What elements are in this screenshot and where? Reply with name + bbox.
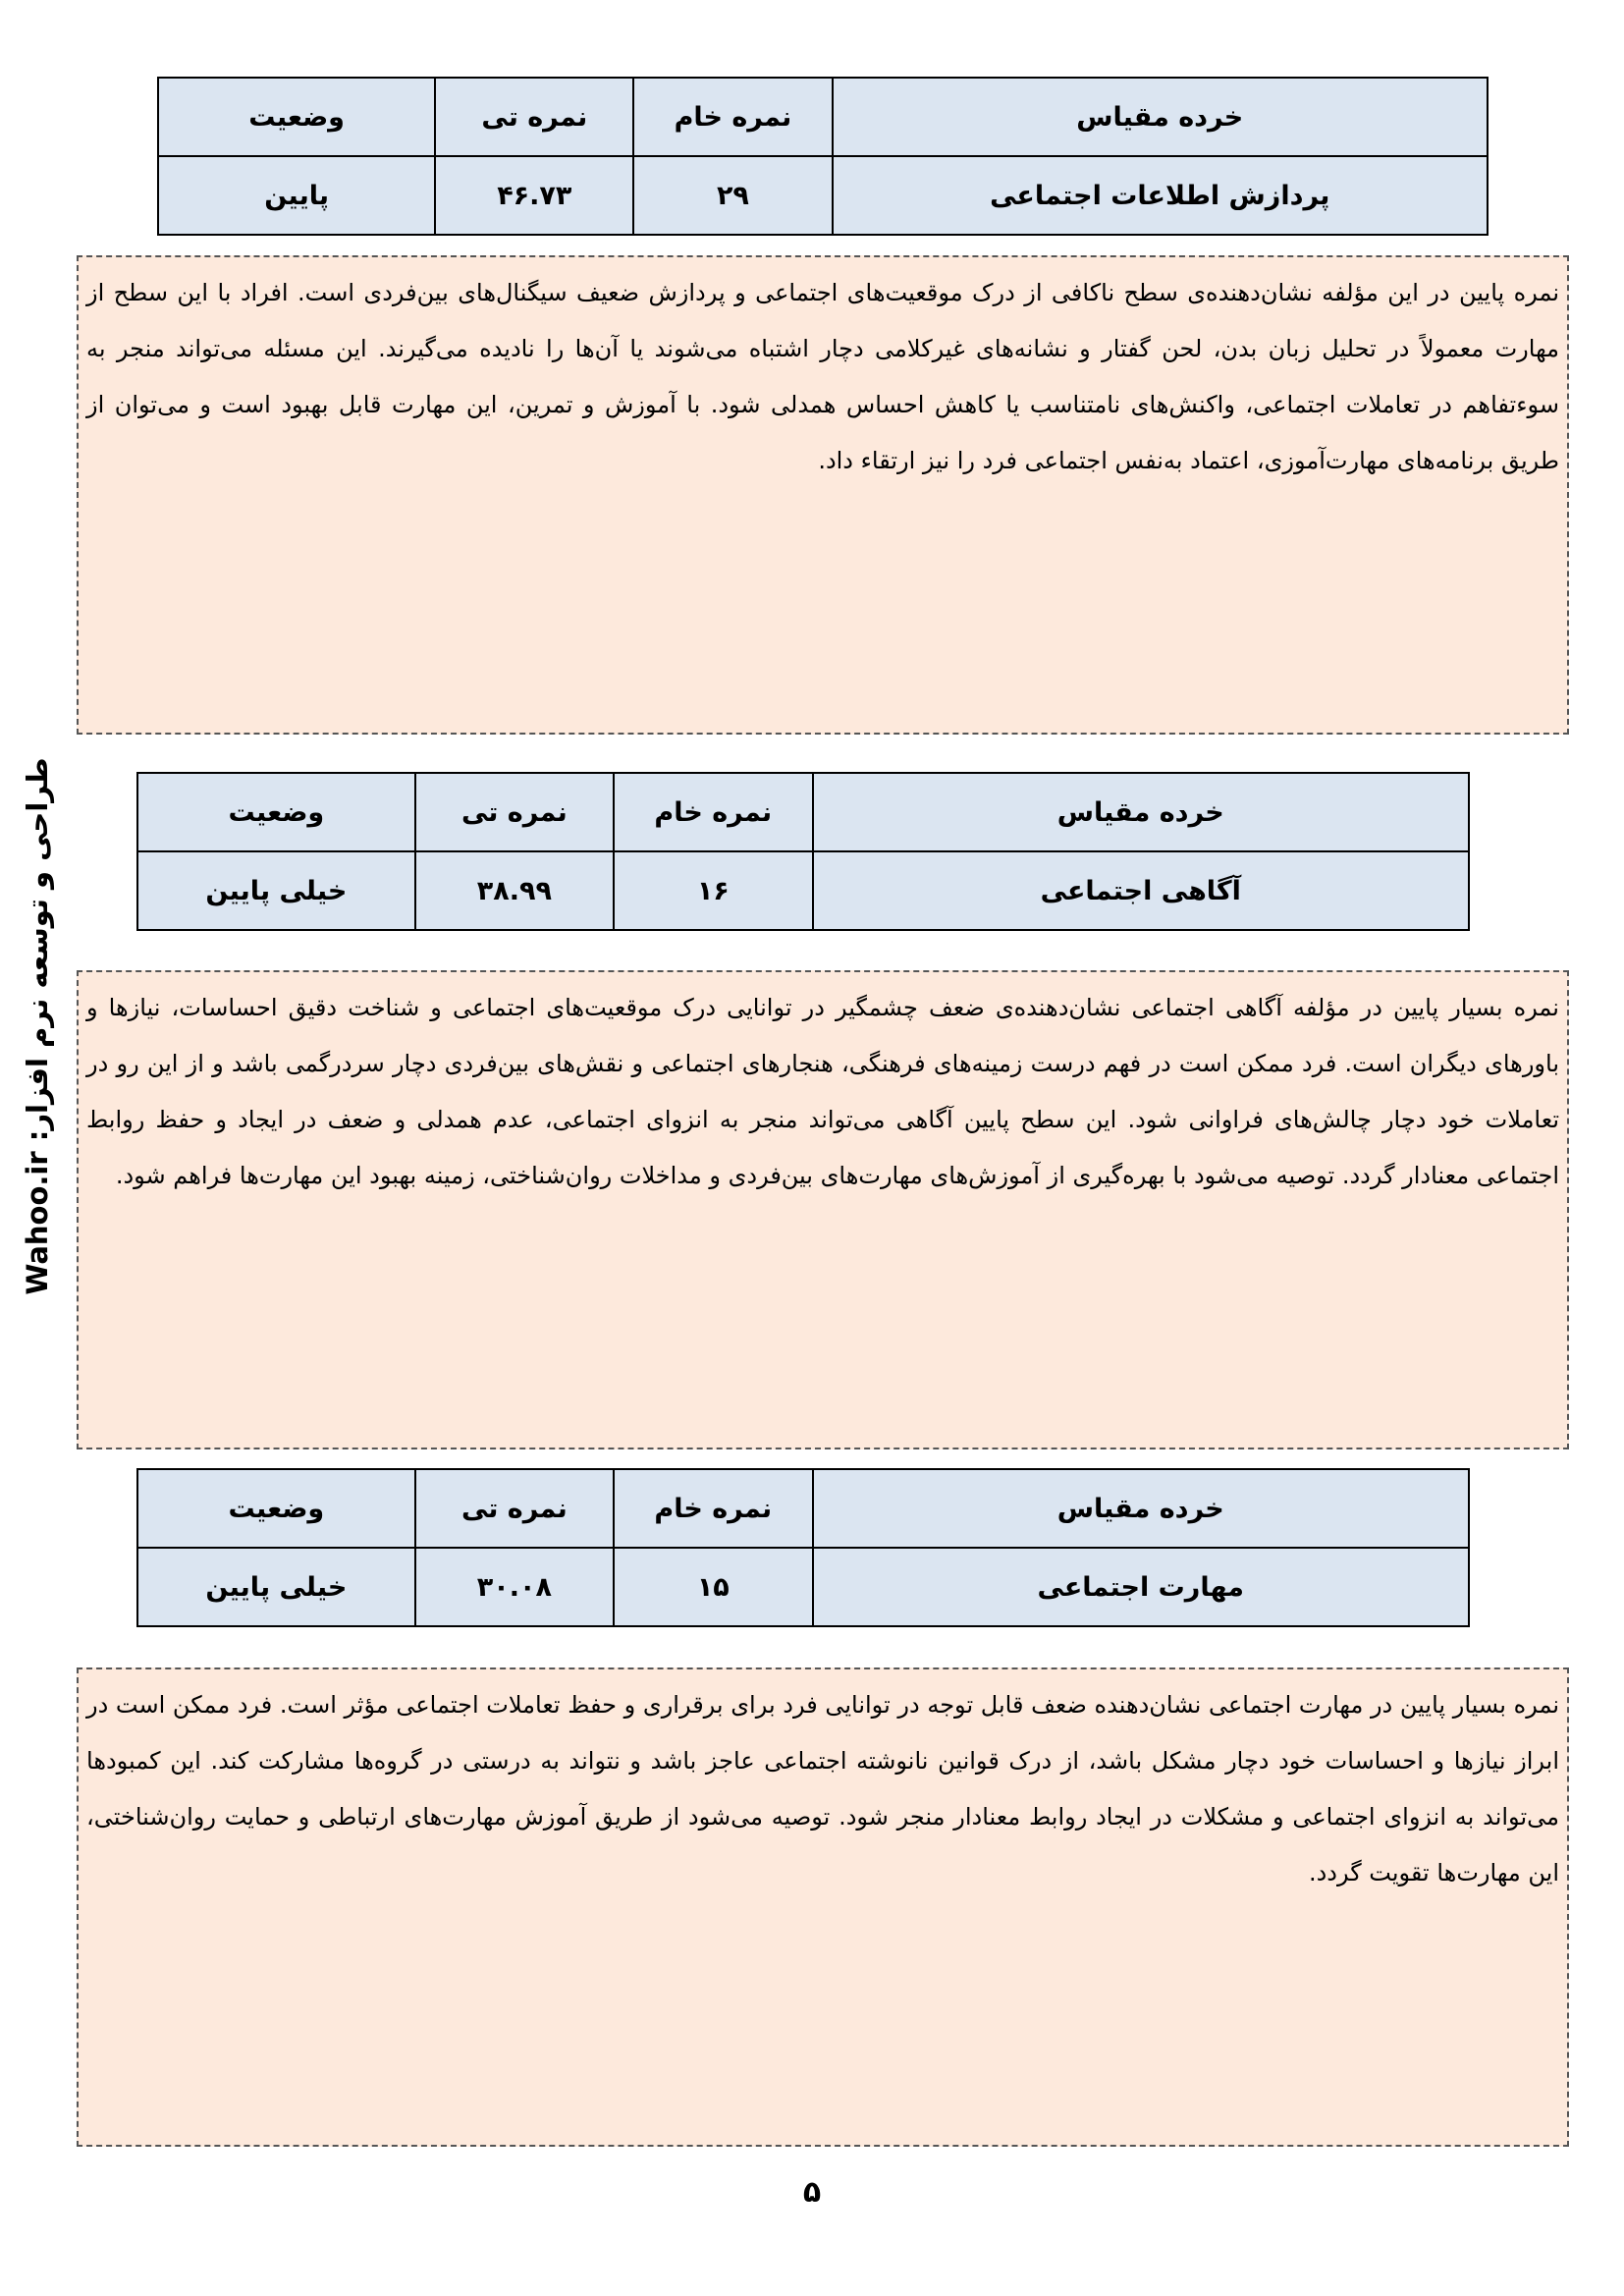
t-score-value: ۳۸.۹۹	[415, 851, 614, 930]
header-subscale: خرده مقیاس	[813, 773, 1469, 851]
status-value: پایین	[158, 156, 435, 235]
side-credit-text: طراحی و توسعه نرم افزار: Wahoo.ir	[21, 757, 54, 1295]
header-raw-score: نمره خام	[614, 773, 812, 851]
score-table-1	[157, 77, 1489, 236]
header-t-score: نمره تی	[415, 773, 614, 851]
table-header-row	[137, 773, 1469, 851]
header-status: وضعیت	[158, 78, 435, 156]
status-value: خیلی پایین	[137, 1548, 415, 1626]
raw-score-value: ۱۶	[614, 851, 812, 930]
header-subscale: خرده مقیاس	[813, 1469, 1469, 1548]
score-table-2	[136, 772, 1470, 931]
description-box-2: نمره بسیار پایین در مؤلفه آگاهی اجتماعی نشان‌دهنده‌ی ضعف چشمگیر در توانایی درک موقعیت‌های اجتماعی و شناخت دقیق احساسات، نیازها و باورهای دیگران است. فرد ممکن است در فهم درست زمینه‌های فرهنگی، هنجارهای اجتماعی و نقش‌های بین‌فردی دچار سردرگمی باشد و از این رو در تعاملات خود دچار چالش‌های فراوانی شود. این سطح پایین آگاهی می‌تواند منجر به انزوای اجتماعی، عدم همدلی و ضعف در ایجاد و حفظ روابط اجتماعی معنادار گردد. توصیه می‌شود با بهره‌گیری از آموزش‌های مهارت‌های بین‌فردی و مداخلات روان‌شناختی، زمینه بهبود این مهارت‌ها فراهم شود.	[77, 970, 1569, 1449]
t-score-value: ۳۰.۰۸	[415, 1548, 614, 1626]
description-box-1: نمره پایین در این مؤلفه نشان‌دهنده‌ی سطح ناکافی از درک موقعیت‌های اجتماعی و پردازش ضعیف سیگنال‌های بین‌فردی است. افراد با این سطح از مهارت معمولاً در تحلیل زبان بدن، لحن گفتار و نشانه‌های غیرکلامی دچار اشتباه می‌شوند یا آن‌ها را نادیده می‌گیرند. این مسئله می‌تواند منجر به سوءتفاهم در تعاملات اجتماعی، واکنش‌های نامتناسب یا کاهش احساس همدلی شود. با آموزش و تمرین، این مهارت قابل بهبود است و می‌توان از طریق برنامه‌های مهارت‌آموزی، اعتماد به‌نفس اجتماعی فرد را نیز ارتقاء داد.	[77, 255, 1569, 735]
header-t-score: نمره تی	[415, 1469, 614, 1548]
raw-score-value: ۲۹	[633, 156, 832, 235]
header-status: وضعیت	[137, 1469, 415, 1548]
description-box-3: نمره بسیار پایین در مهارت اجتماعی نشان‌دهنده ضعف قابل توجه در توانایی فرد برای برقراری و حفظ تعاملات اجتماعی مؤثر است. فرد ممکن است در ابراز نیازها و احساسات خود دچار مشکل باشد، از درک قوانین نانوشته اجتماعی عاجز باشد و نتواند به درستی در گروه‌ها مشارکت کند. این کمبودها می‌تواند به انزوای اجتماعی و مشکلات در ایجاد روابط معنادار منجر شود. توصیه می‌شود از طریق آموزش مهارت‌های ارتباطی و حمایت روان‌شناختی، این مهارت‌ها تقویت گردد.	[77, 1667, 1569, 2147]
table-header-row	[137, 1469, 1469, 1548]
t-score-value: ۴۶.۷۳	[435, 156, 633, 235]
score-table-3	[136, 1468, 1470, 1627]
table-data-row	[137, 851, 1469, 930]
subscale-name: پردازش اطلاعات اجتماعی	[833, 156, 1488, 235]
table-data-row	[158, 156, 1488, 235]
header-t-score: نمره تی	[435, 78, 633, 156]
header-status: وضعیت	[137, 773, 415, 851]
raw-score-value: ۱۵	[614, 1548, 812, 1626]
table-data-row	[137, 1548, 1469, 1626]
header-raw-score: نمره خام	[614, 1469, 812, 1548]
table-header-row	[158, 78, 1488, 156]
subscale-name: آگاهی اجتماعی	[813, 851, 1469, 930]
status-value: خیلی پایین	[137, 851, 415, 930]
subscale-name: مهارت اجتماعی	[813, 1548, 1469, 1626]
header-subscale: خرده مقیاس	[833, 78, 1488, 156]
page-number: ۵	[802, 2175, 822, 2210]
header-raw-score: نمره خام	[633, 78, 832, 156]
